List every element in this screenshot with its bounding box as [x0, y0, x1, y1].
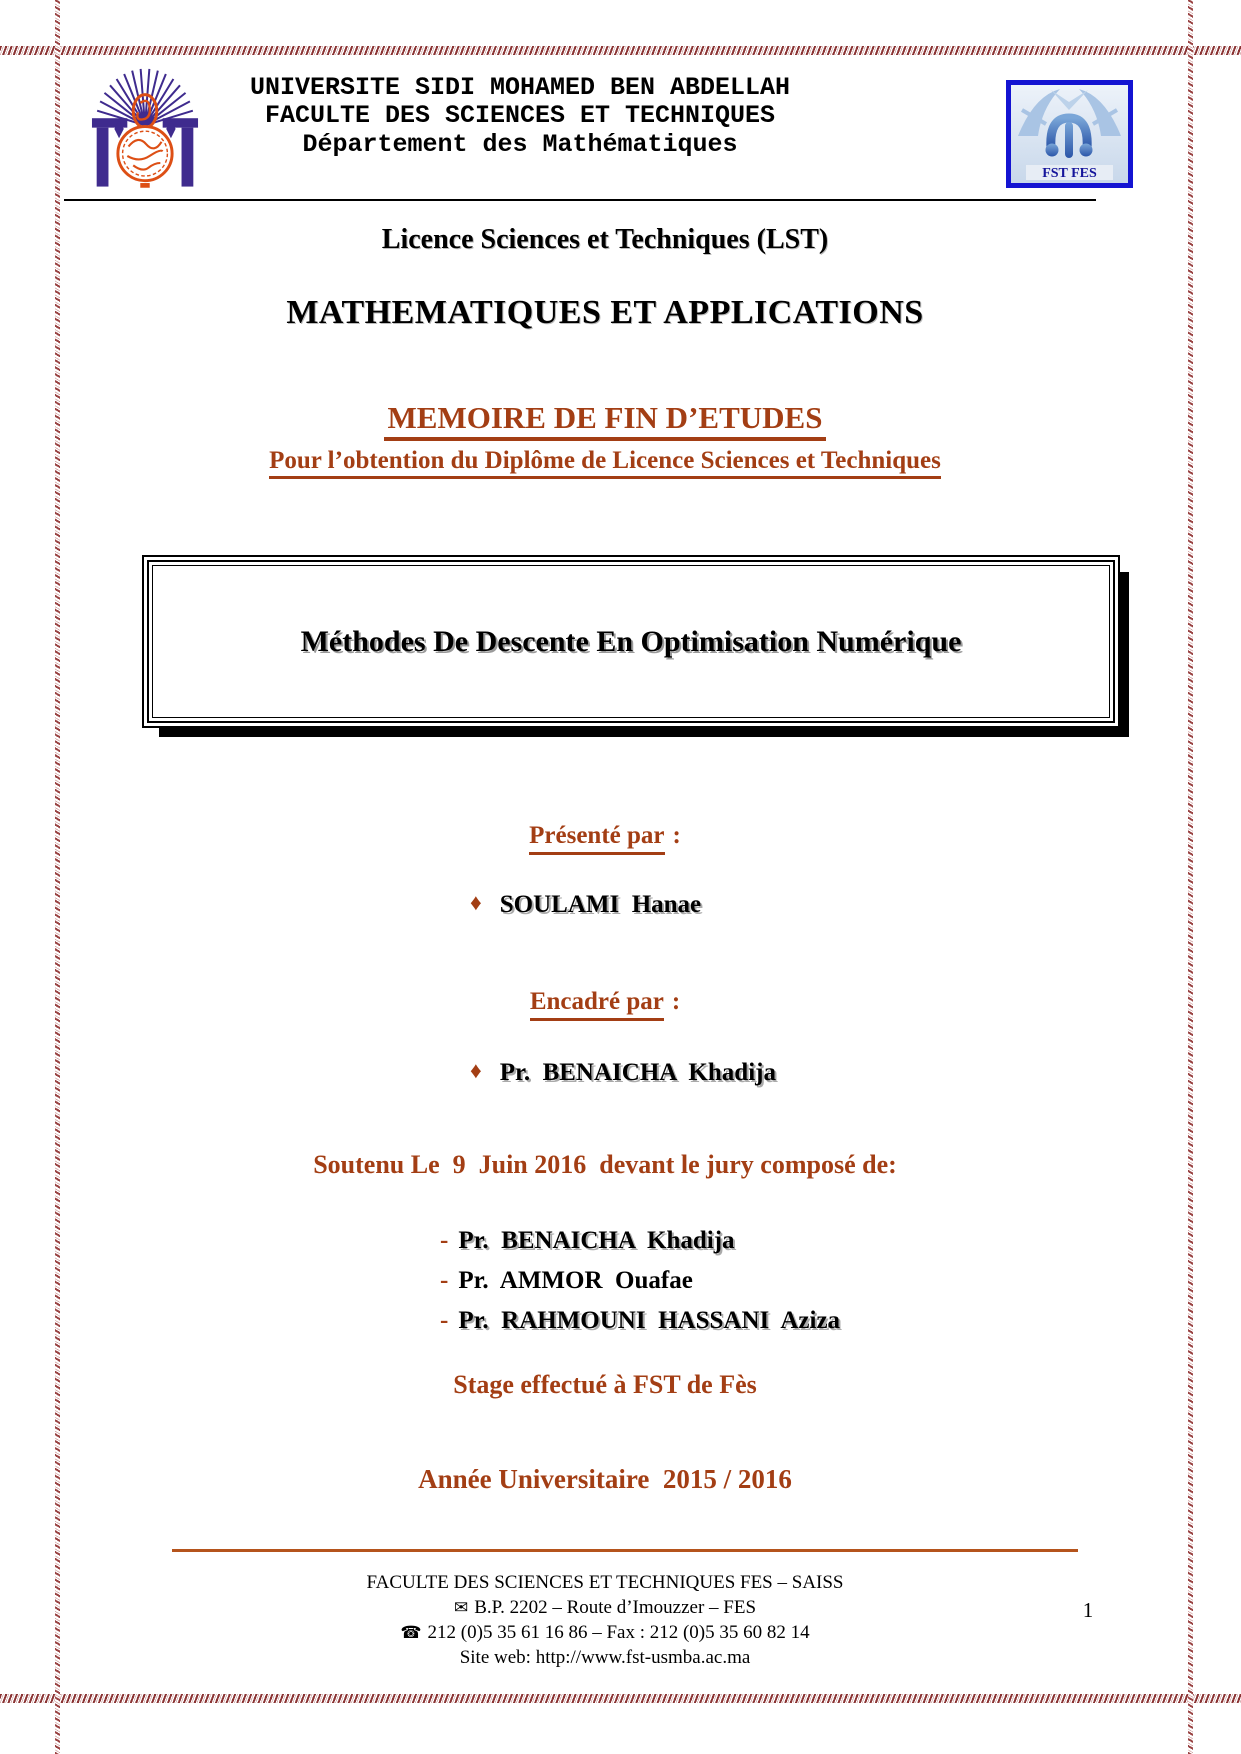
supervised-by-label: Encadré par [530, 988, 664, 1021]
supervised-by-colon: : [671, 988, 681, 1015]
fst-fes-caption: FST FES [1042, 166, 1097, 181]
jury-member-name: Pr. BENAICHA Khadija [458, 1227, 735, 1254]
defense-heading: Soutenu Le 9 Juin 2016 devant le jury composé de: [313, 1150, 897, 1179]
document-type-text: MEMOIRE DE FIN D’ETUDES [384, 400, 827, 441]
fst-fes-logo-icon [1006, 80, 1133, 188]
supervised-by-heading [65, 988, 1145, 1016]
dash-bullet: - [440, 1307, 449, 1334]
letterhead [230, 74, 810, 160]
jury-member [440, 1302, 1241, 1342]
page-border-bottom [0, 1694, 1241, 1703]
footer-phone-text: 212 (0)5 35 61 16 86 – Fax : 212 (0)5 35 60 82 14 [427, 1622, 810, 1643]
page-border-right [1188, 0, 1193, 1754]
dash-bullet: - [440, 1267, 449, 1294]
footer-address-text: B.P. 2202 – Route d’Imouzzer – FES [474, 1597, 757, 1618]
diamond-bullet-icon: ♦ [470, 890, 482, 915]
page-border-top [0, 46, 1241, 55]
footer-address-block [65, 1570, 1145, 1670]
presented-by-label: Présenté par [529, 822, 664, 855]
mail-icon: ✉ [453, 1598, 469, 1617]
student-line [65, 890, 1241, 919]
footer-address-line [65, 1595, 1145, 1620]
purpose-line [65, 447, 1145, 475]
presented-by-heading [65, 822, 1145, 850]
thesis-title: Méthodes De Descente En Optimisation Numérique [300, 624, 962, 658]
page-number: 1 [1082, 1598, 1094, 1622]
jury-member-name: Pr. AMMOR Ouafae [458, 1267, 693, 1294]
major-title: MATHEMATIQUES ET APPLICATIONS [286, 294, 924, 331]
footer-phone-line [65, 1620, 1145, 1645]
footer-faculty-line: FACULTE DES SCIENCES ET TECHNIQUES FES – SAISS [366, 1572, 844, 1593]
document-type-title [65, 400, 1145, 436]
jury-list [65, 1222, 1241, 1342]
footer-website-line: Site web: http://www.fst-usmba.ac.ma [459, 1647, 751, 1668]
phone-icon: ☎ [400, 1623, 422, 1642]
advisor-name: Pr. BENAICHA Khadija [499, 1059, 776, 1086]
internship-line: Stage effectué à FST de Fès [453, 1370, 757, 1399]
university-name: UNIVERSITE SIDI MOHAMED BEN ABDELLAH [249, 73, 791, 102]
jury-member [440, 1262, 1241, 1302]
diamond-bullet-icon: ♦ [470, 1058, 482, 1083]
footer-divider [172, 1549, 1078, 1552]
department-name: Département des Mathématiques [302, 130, 738, 159]
student-name: SOULAMI Hanae [499, 891, 702, 918]
fst-fes-logo [1006, 80, 1133, 188]
program-title: Licence Sciences et Techniques (LST) [381, 224, 829, 255]
faculty-name: FACULTE DES SCIENCES ET TECHNIQUES [264, 101, 776, 130]
usmba-emblem-icon [86, 64, 204, 196]
academic-year-line: Année Universitaire 2015 / 2016 [418, 1464, 792, 1494]
page-border-left [55, 0, 60, 1754]
header-divider [64, 199, 1096, 201]
purpose-text: Pour l’obtention du Diplôme de Licence Sciences et Techniques [269, 447, 941, 479]
usmba-emblem-logo [86, 64, 204, 196]
dash-bullet: - [440, 1227, 449, 1254]
advisor-line [65, 1058, 1241, 1087]
jury-member-name: Pr. RAHMOUNI HASSANI Aziza [458, 1307, 841, 1334]
presented-by-colon: : [672, 822, 681, 849]
jury-member [440, 1222, 1241, 1262]
thesis-title-box [142, 555, 1120, 728]
